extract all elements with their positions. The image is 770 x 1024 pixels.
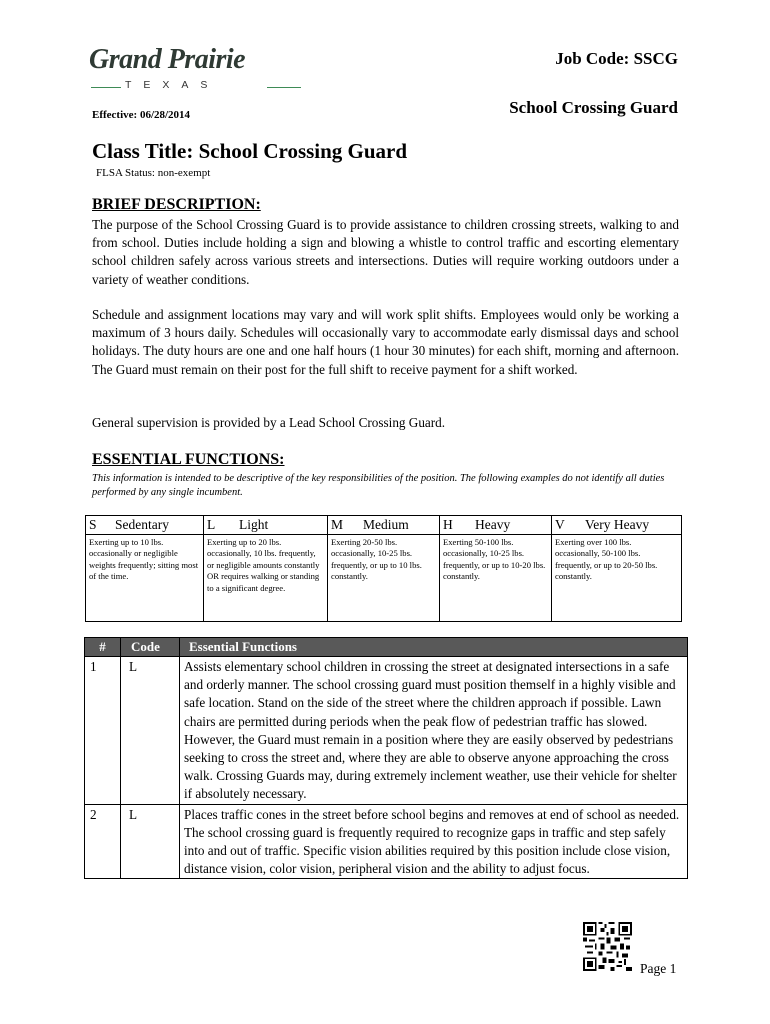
brief-paragraph-3: General supervision is provided by a Lead School Crossing Guard. <box>92 415 446 430</box>
column-header-functions: Essential Functions <box>180 638 688 657</box>
class-title: Class Title: School Crossing Guard <box>92 139 408 163</box>
demand-label: Medium <box>363 517 409 532</box>
demand-description: Exerting 20-50 lbs. occasionally, 10-25 lbs. frequently, or up to 10 lbs. constantly. <box>328 535 440 622</box>
table-row <box>85 657 688 805</box>
demand-description: Exerting up to 10 lbs. occasionally or negligible weights frequently; sitting most of the time. <box>86 535 204 622</box>
physical-demands-table <box>85 515 682 622</box>
demand-header <box>440 516 552 535</box>
logo-script-text: Grand Prairie <box>89 44 246 75</box>
demand-header <box>204 516 328 535</box>
demand-description: Exerting up to 20 lbs. occasionally, 10 lbs. frequently, or negligible amounts constantly OR requires walking or standing to a significant degree. <box>204 535 328 622</box>
logo-rule-left <box>91 87 121 88</box>
demand-header <box>86 516 204 535</box>
function-code: L <box>121 657 180 805</box>
brief-paragraph-1: The purpose of the School Crossing Guard is to provide assistance to children crossing streets, walking to and from school. Duties include holding a sign and blowing a whistle to control traffic and escorting elementary school children safely across various streets and intersections. Duties will require working outdoors under a variety of weather conditions. <box>92 217 679 287</box>
function-text: Assists elementary school children in crossing the street at designated intersections in a safe and orderly manner. The school crossing guard must position themself in a highly visible and safe location. Stand on the side of the street where the children approach if possible. Lawn chairs are permitted during periods when the peak flow of pedestrian traffic has slowed. However, the Guard must remain in a position where they are easily observed by pedestrians seeking to cross the street and, where they are able to observe anyone approaching the cross walk. Crossing Guards may, during extremely inclement weather, use their vehicle for shelter if absolutely necessary. <box>180 657 688 805</box>
brief-paragraph-2: Schedule and assignment locations may vary and will work split shifts. Employees would only be working a maximum of 3 hours daily. Schedules will occasionally vary to accommodate early dismissal days and school holidays. The duty hours are one and one half hours (1 hour 30 minutes) for each shift, morning and afternoon. The Guard must remain on their post for the full shift to receive payment for a shift worked. <box>92 307 679 377</box>
effective-date: Effective: 06/28/2014 <box>92 109 191 121</box>
job-code: Job Code: SSCG <box>555 49 678 68</box>
demand-label: Sedentary <box>115 517 169 532</box>
demand-code: M <box>331 517 344 532</box>
demand-label: Very Heavy <box>585 517 650 532</box>
table-row <box>85 804 688 879</box>
demand-label: Light <box>239 517 269 532</box>
demand-description: Exerting 50-100 lbs. occasionally, 10-25 lbs. frequently, or up to 10-20 lbs. constantly. <box>440 535 552 622</box>
demand-header <box>328 516 440 535</box>
qr-code-icon <box>583 922 632 971</box>
logo-sub-text: TEXAS <box>125 79 220 91</box>
demand-description: Exerting over 100 lbs. occasionally, 50-100 lbs. frequently, or up to 20-50 lbs. constantly. <box>552 535 682 622</box>
function-number: 2 <box>85 804 121 879</box>
brief-description-heading: BRIEF DESCRIPTION: <box>92 196 261 213</box>
demand-code: S <box>89 517 97 532</box>
functions-header-row <box>85 638 688 657</box>
city-logo <box>89 44 303 100</box>
physical-demands-header-row <box>86 516 682 535</box>
flsa-status: FLSA Status: non-exempt <box>96 167 211 179</box>
physical-demands-desc-row <box>86 535 682 622</box>
job-title-header: School Crossing Guard <box>509 98 678 117</box>
essential-functions-table <box>84 637 688 879</box>
demand-code: H <box>443 517 453 532</box>
essential-functions-heading: ESSENTIAL FUNCTIONS: <box>92 451 285 468</box>
function-text: Places traffic cones in the street before school begins and removes at end of school as needed. The school crossing guard is frequently required to recognize gaps in traffic and step safely into and out of traffic. Specific vision abilities required by this position include close vision, distance vision, color vision, peripheral vision and the ability to adjust focus. <box>180 804 688 879</box>
function-number: 1 <box>85 657 121 805</box>
demand-code: L <box>207 517 216 532</box>
page-number: Page 1 <box>640 961 677 976</box>
column-header-code: Code <box>121 638 180 657</box>
demand-code: V <box>555 517 565 532</box>
column-header-number: # <box>85 638 121 657</box>
demand-header <box>552 516 682 535</box>
logo-rule-right <box>267 87 301 88</box>
essential-functions-note: This information is intended to be descriptive of the key responsibilities of the position. The following examples do not identify all duties performed by any single incumbent. <box>92 473 665 498</box>
demand-label: Heavy <box>475 517 511 532</box>
function-code: L <box>121 804 180 879</box>
